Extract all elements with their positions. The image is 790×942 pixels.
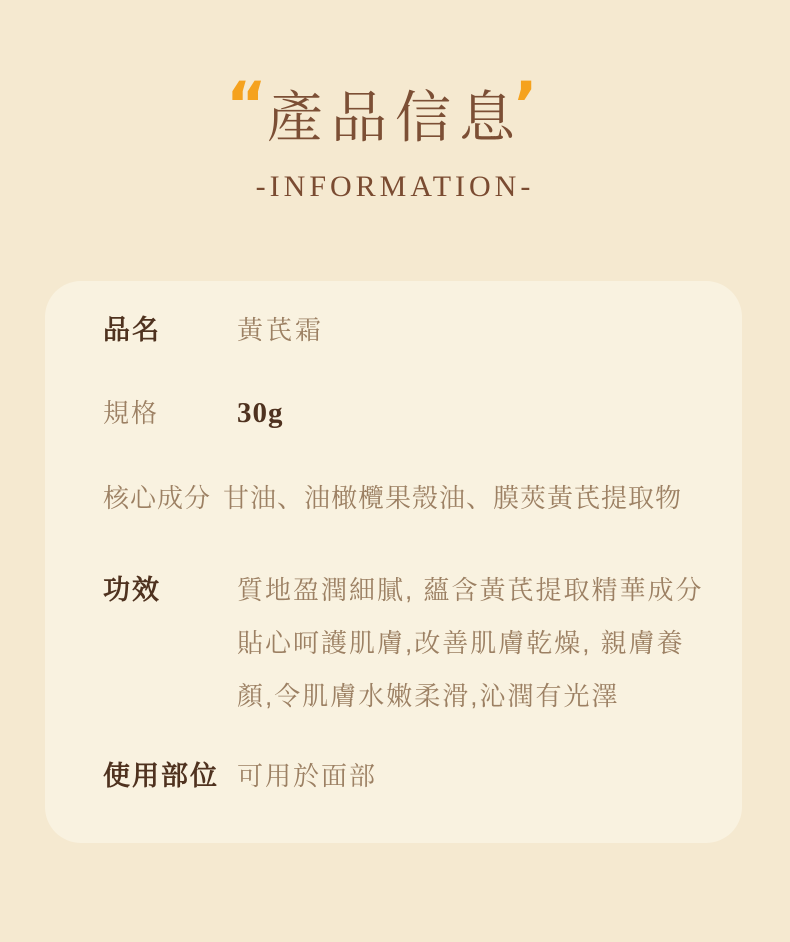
- efficacy-line: 貼心呵護肌膚,改善肌膚乾燥, 親膚養: [237, 628, 685, 658]
- efficacy-value: [237, 564, 703, 723]
- open-quote-icon: “: [226, 68, 267, 141]
- usage-value: 可用於面部: [237, 761, 378, 791]
- efficacy-label: 功效: [103, 575, 161, 605]
- usage-label: 使用部位: [103, 761, 219, 791]
- efficacy-line: 顏,令肌膚水嫩柔滑,沁潤有光澤: [237, 681, 620, 711]
- info-card: [45, 281, 742, 843]
- product-name-label: 品名: [103, 315, 161, 345]
- row-spec: [103, 396, 706, 430]
- row-product-name: [103, 313, 706, 347]
- row-ingredients: [103, 481, 706, 515]
- page-title: 產品信息: [267, 88, 523, 150]
- row-efficacy: [103, 564, 706, 723]
- ingredients-label: 核心成分: [103, 483, 212, 513]
- product-name-value: 黃芪霜: [237, 315, 325, 345]
- close-quote-icon: ’: [514, 68, 538, 141]
- ingredients-value: 甘油、油橄欖果殼油、膜莢黃芪提取物: [223, 483, 683, 513]
- spec-value: 30g: [237, 397, 284, 429]
- page-subtitle: -INFORMATION-: [255, 170, 535, 203]
- header: [0, 0, 790, 206]
- efficacy-line: 質地盈潤細膩, 蘊含黃芪提取精華成分: [237, 575, 704, 605]
- spec-label: 規格: [103, 398, 160, 428]
- row-usage: [103, 759, 706, 793]
